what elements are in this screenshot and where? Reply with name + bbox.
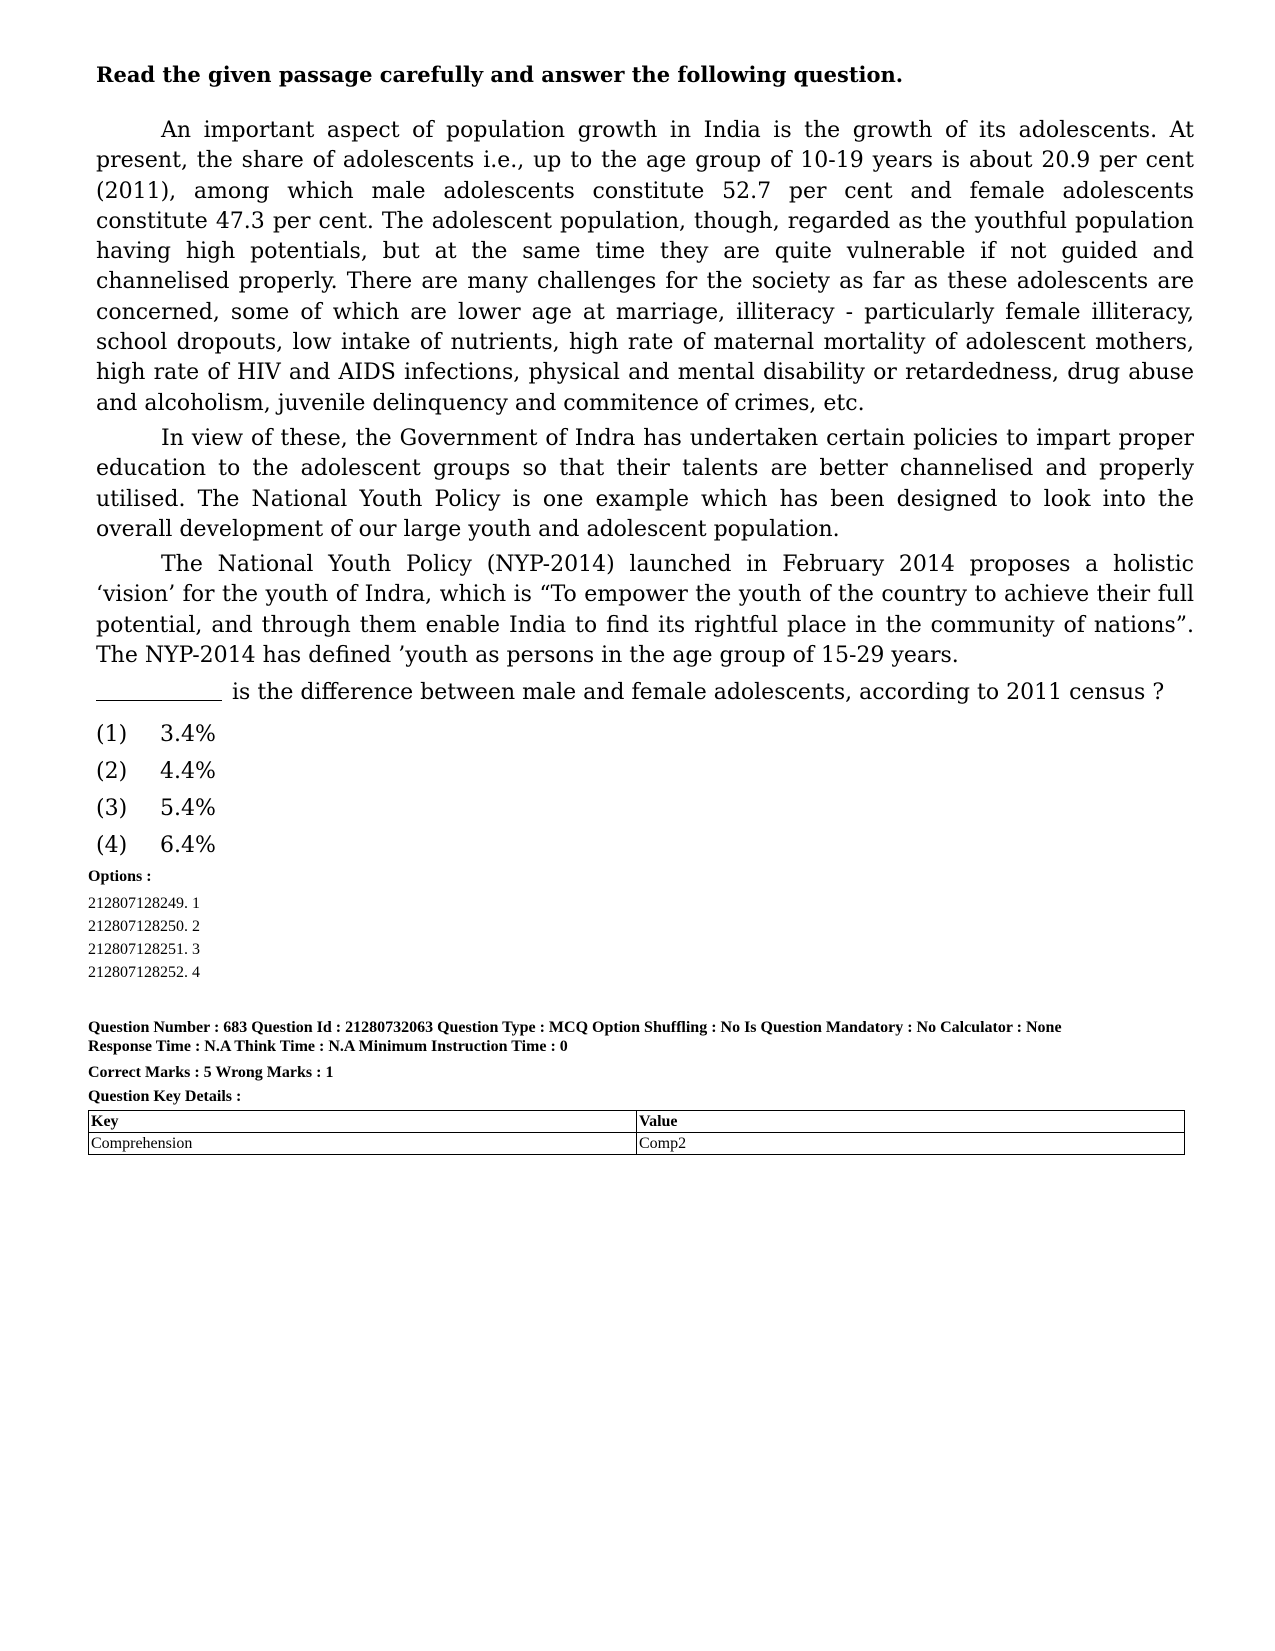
option-id: 212807128250. 2 xyxy=(88,918,200,935)
question-info-line: Question Number : 683 Question Id : 21280732063 Question Type : MCQ Option Shuffling : No Is Question Mandatory : No Calculator : None xyxy=(88,1019,1062,1036)
answer-blank xyxy=(96,678,222,701)
table-cell: Comp2 xyxy=(637,1133,1185,1155)
choice-4[interactable] xyxy=(96,827,216,864)
choice-number: (4) xyxy=(96,833,128,858)
choice-text: 4.4% xyxy=(160,759,216,784)
answer-choices xyxy=(96,716,216,864)
choice-1[interactable] xyxy=(96,716,216,753)
passage-paragraph: An important aspect of population growth in India is the growth of its adolescents. At present, the share of adolescents i.e., up to the age group of 10-19 years is about 20.9 per cent (2011), among which male adolescents constitute 52.7 per cent and female adolescents constitute 47.3 per cent. The adolescent population, though, regarded as the youthful population having high potentials, but at the same time they are quite vulnerable if not guided and channelised properly. There are many challenges for the society as far as these adolescents are concerned, some of which are lower age at marriage, illiteracy - particularly female illiteracy, school dropouts, low intake of nutrients, high rate of maternal mortality of adolescent mothers, high rate of HIV and AIDS infections, physical and mental disability or retardedness, drug abuse and alcoholism, juvenile delinquency and commitence of crimes, etc. xyxy=(96,118,1194,416)
table-cell: Comprehension xyxy=(89,1133,637,1155)
marks-info: Correct Marks : 5 Wrong Marks : 1 xyxy=(88,1064,334,1081)
choice-2[interactable] xyxy=(96,753,216,790)
key-details-table xyxy=(88,1110,1185,1155)
choice-text: 6.4% xyxy=(160,833,216,858)
choice-number: (3) xyxy=(96,796,128,821)
choice-text: 3.4% xyxy=(160,722,216,747)
table-header-row xyxy=(89,1111,1185,1133)
passage-paragraph: In view of these, the Government of Indra has undertaken certain policies to impart proper education to the adolescent groups so that their talents are better channelised and properly utilised. The National Youth Policy is one example which has been designed to look into the overall development of our large youth and adolescent population. xyxy=(96,425,1194,542)
choice-number: (1) xyxy=(96,722,128,747)
question-info xyxy=(88,1018,1062,1056)
option-id: 212807128252. 4 xyxy=(88,964,200,981)
option-id: 212807128251. 3 xyxy=(88,941,200,958)
table-row xyxy=(89,1133,1185,1155)
choice-3[interactable] xyxy=(96,790,216,827)
question-info-line: Response Time : N.A Think Time : N.A Minimum Instruction Time : 0 xyxy=(88,1038,568,1055)
key-details-label: Question Key Details : xyxy=(88,1088,242,1105)
option-id: 212807128249. 1 xyxy=(88,895,200,912)
table-header-cell: Value xyxy=(637,1111,1185,1133)
question-stem xyxy=(96,678,1196,708)
choice-number: (2) xyxy=(96,759,128,784)
passage xyxy=(96,116,1194,676)
options-label: Options : xyxy=(88,868,152,885)
passage-paragraph: The National Youth Policy (NYP-2014) launched in February 2014 proposes a holistic ‘vision’ for the youth of Indra, which is “To empower the youth of the country to achieve their full potential, and through them enable India to find its rightful place in the community of nations”. The NYP-2014 has defined ’youth as persons in the age group of 15-29 years. xyxy=(96,552,1194,669)
choice-text: 5.4% xyxy=(160,796,216,821)
option-id-list xyxy=(88,892,200,984)
table-header-cell: Key xyxy=(89,1111,637,1133)
question-text: is the difference between male and female adolescents, according to 2011 census ? xyxy=(232,680,1165,705)
instruction-heading: Read the given passage carefully and answer the following question. xyxy=(96,62,904,87)
